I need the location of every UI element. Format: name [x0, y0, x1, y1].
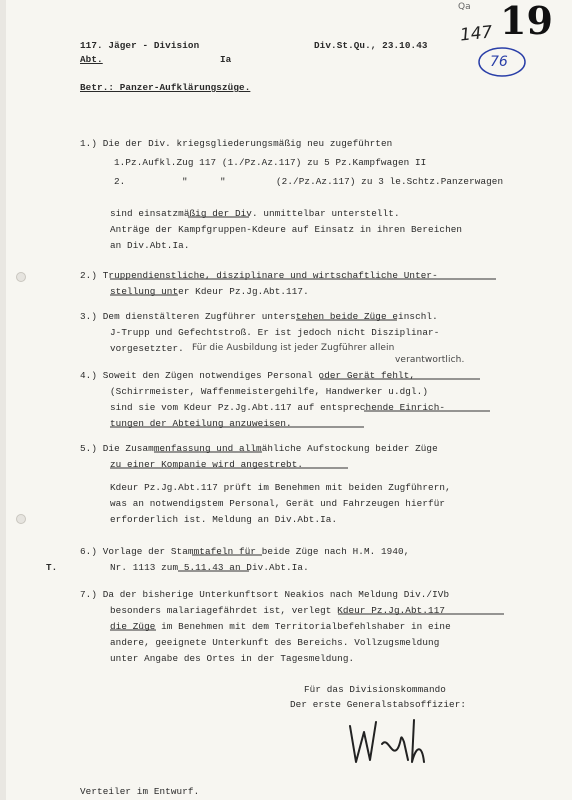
item-1-row-2-detail: (2./Pz.Az.117) zu 3 le.Schtz.Panzerwagen — [276, 176, 504, 187]
item-1-row-2-ditto-b: " — [220, 176, 226, 187]
item-1-line: an Div.Abt.Ia. — [110, 240, 190, 251]
unit-name: 117. Jäger - Division — [80, 40, 200, 51]
item-7-line: andere, geeignete Unterkunft des Bereichs. Vollzugsmeldung — [110, 637, 440, 648]
item-1-row-2-ditto-a: " — [182, 176, 188, 187]
document-page — [6, 0, 572, 800]
item-6-line: 6.) Vorlage der Stammtafeln für beide Züge nach H.M. 1940, — [80, 546, 410, 557]
place-date: Div.St.Qu., 23.10.43 — [314, 40, 428, 51]
item-5-line: Kdeur Pz.Jg.Abt.117 prüft im Benehmen mit beiden Zugführern, — [110, 482, 451, 493]
punch-hole — [16, 272, 26, 282]
item-3-insert-continued: verantwortlich. — [395, 355, 465, 365]
item-4-line: (Schirrmeister, Waffenmeistergehilfe, Handwerker u.dgl.) — [110, 386, 429, 397]
folio-stamp-number: 19 — [500, 0, 553, 43]
item-2-line: 2.) Truppendienstliche, disziplinare und wirtschaftliche Unter- — [80, 270, 438, 281]
item-3-line: J-Trupp und Gefechtstroß. Er ist jedoch nicht Disziplinar- — [110, 327, 440, 338]
item-1-line: 1.) Die der Div. kriegsgliederungsmäßig neu zugeführten — [80, 138, 393, 149]
item-6-line: Nr. 1113 zum 5.11.43 an Div.Abt.Ia. — [110, 562, 309, 573]
subject-line: Betr.: Panzer-Aufklärungszüge. — [80, 82, 251, 93]
item-7-line: die Züge im Benehmen mit dem Territorialbefehlshaber in eine — [110, 621, 451, 632]
closing-line: Für das Divisionskommando — [304, 684, 446, 695]
item-6-margin-mark: T. — [46, 562, 58, 573]
item-3-insert: Für die Ausbildung ist jeder Zugführer allein — [192, 343, 395, 353]
item-5-line: erforderlich ist. Meldung an Div.Abt.Ia. — [110, 514, 338, 525]
item-7-line: unter Angabe des Ortes in der Tagesmeldung. — [110, 653, 355, 664]
signature — [342, 714, 432, 770]
corner-mark: Qa — [458, 2, 471, 12]
item-4-line: tungen der Abteilung anzuweisen. — [110, 418, 292, 429]
item-5-line: 5.) Die Zusammenfassung und allmähliche Aufstockung beider Züge — [80, 443, 438, 454]
item-3-line: vorgesetzter. — [110, 343, 184, 354]
item-4-line: sind sie vom Kdeur Pz.Jg.Abt.117 auf entsprechende Einrich- — [110, 402, 446, 413]
closing-line: Der erste Generalstabsoffizier: — [290, 699, 467, 710]
department-ia: Ia — [220, 54, 232, 65]
item-3-line: 3.) Dem dienstälteren Zugführer unterstehen beide Züge einschl. — [80, 311, 438, 322]
item-5-line: was an notwendigstem Personal, Gerät und Fahrzeugen hierfür — [110, 498, 446, 509]
item-1-line: Anträge der Kampfgruppen-Kdeure auf Einsatz in ihren Bereichen — [110, 224, 463, 235]
item-7-line: besonders malariagefährdet ist, verlegt Kdeur Pz.Jg.Abt.117 — [110, 605, 446, 616]
department-abt: Abt. — [80, 54, 103, 65]
item-1-row-1: 1.Pz.Aufkl.Zug 117 (1./Pz.Az.117) zu 5 Pz.Kampfwagen II — [114, 157, 427, 168]
distribution-note: Verteiler im Entwurf. — [80, 786, 200, 797]
item-1-row-2-number: 2. — [114, 176, 126, 187]
item-4-line: 4.) Soweit den Zügen notwendiges Personal oder Gerät fehlt, — [80, 370, 416, 381]
folio-handwritten: 147 — [459, 22, 494, 46]
punch-hole — [16, 514, 26, 524]
blue-number: 76 — [490, 54, 508, 70]
pen-underlines — [6, 0, 572, 800]
item-1-line: sind einsatzmäßig der Div. unmittelbar unterstellt. — [110, 208, 400, 219]
item-2-line: stellung unter Kdeur Pz.Jg.Abt.117. — [110, 286, 309, 297]
item-5-line: zu einer Kompanie wird angestrebt. — [110, 459, 304, 470]
item-7-line: 7.) Da der bisherige Unterkunftsort Neakios nach Meldung Div./IVb — [80, 589, 450, 600]
